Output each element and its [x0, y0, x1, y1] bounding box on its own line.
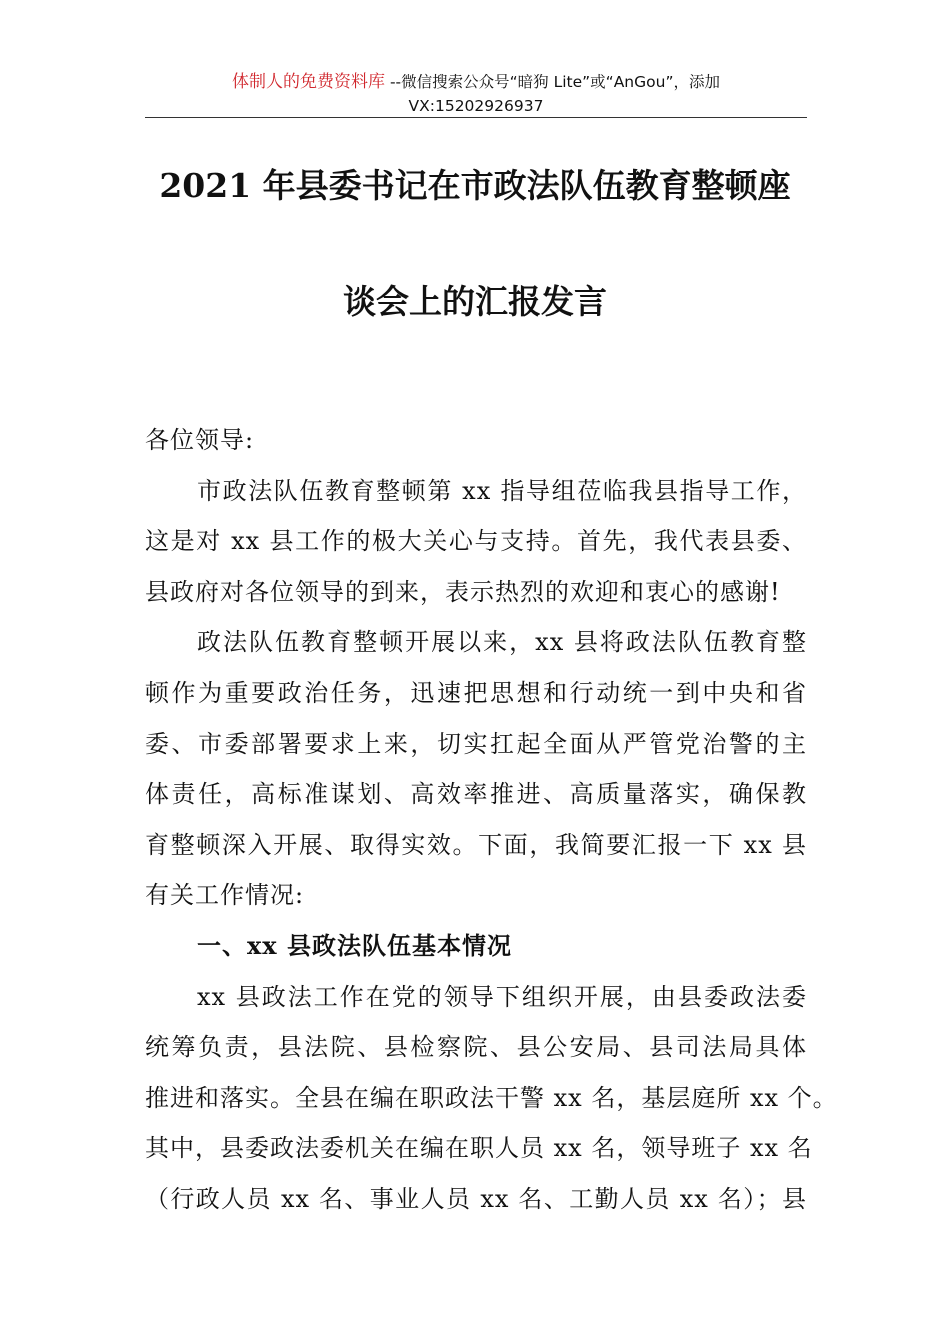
header-brand: 体制人的免费资料库 [232, 72, 386, 92]
paragraph-line: 体责任，高标准谋划、高效率推进、高质量落实，确保教 [145, 780, 807, 809]
paragraph-line: 委、市委部署要求上来，切实扛起全面从严管党治警的主 [145, 729, 807, 758]
paragraph-line: 市政法队伍教育整顿第 xx 指导组莅临我县指导工作， [197, 476, 807, 505]
header-line-1 [145, 70, 807, 94]
paragraph-line: 统筹负责，县法院、县检察院、县公安局、县司法局具体 [145, 1033, 807, 1062]
page-header [145, 70, 807, 118]
header-note-1: --微信搜索公众号“暗狗 Lite”或“AnGou”，添加 [385, 73, 720, 91]
document-title-line-1: 2021 年县委书记在市政法队伍教育整顿座 [159, 166, 791, 205]
paragraph-line: 有关工作情况: [145, 881, 305, 910]
section-heading: 一、xx 县政法队伍基本情况 [197, 930, 512, 960]
paragraph-line: xx 县政法工作在党的领导下组织开展，由县委政法委 [197, 982, 807, 1011]
document-title-line-2: 谈会上的汇报发言 [343, 282, 607, 321]
document-body [145, 415, 838, 1225]
paragraph-line: 这是对 xx 县工作的极大关心与支持。首先，我代表县委、 [145, 527, 807, 556]
paragraph-line: 育整顿深入开展、取得实效。下面，我简要汇报一下 xx 县 [145, 830, 807, 859]
paragraph-line: 县政府对各位领导的到来，表示热烈的欢迎和衷心的感谢! [145, 577, 781, 606]
header-note-2: VX:15202926937 [408, 97, 544, 115]
paragraph-line: （行政人员 xx 名、事业人员 xx 名、工勤人员 xx 名）；县 [145, 1184, 807, 1213]
paragraph-line: 推进和落实。全县在编在职政法干警 xx 名，基层庭所 xx 个。 [145, 1083, 838, 1112]
paragraph-line: 政法队伍教育整顿开展以来，xx 县将政法队伍教育整 [197, 628, 807, 657]
paragraph-line: 其中，县委政法委机关在编在职人员 xx 名，领导班子 xx 名 [145, 1134, 813, 1163]
paragraph-line: 顿作为重要政治任务，迅速把思想和行动统一到中央和省 [145, 678, 807, 707]
header-divider [145, 117, 807, 118]
salutation: 各位领导: [145, 426, 255, 454]
